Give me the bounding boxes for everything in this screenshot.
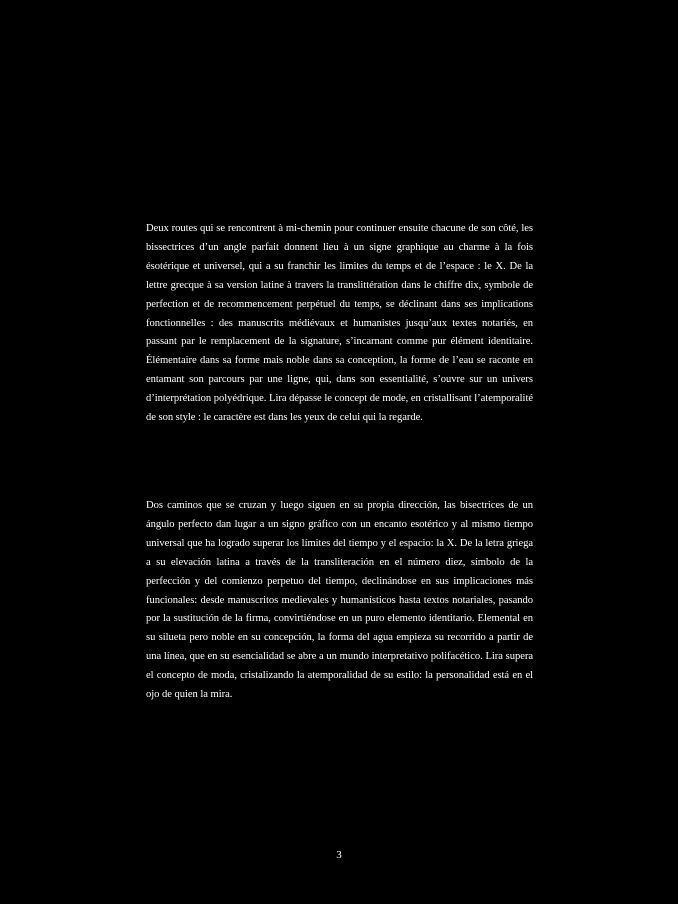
french-paragraph: Deux routes qui se rencontrent à mi-chemin pour continuer ensuite chacune de son côté, les bissectrices d’un angle parfait donnent lieu à un signe graphique au charme à la fois ésotérique et universel, qui a su franchir les limites du temps et de l’espace : le X. De la lettre grecque à sa version latine à travers la translittération dans le chiffre dix, symbole de perfection et de recommencement perpétuel du temps, se déclinant dans ses implications fonctionnelles : des manuscrits médiévaux et humanistes jusqu’aux textes notariés, en passant par le remplacement de la signature, s’incarnant comme pur élément identitaire. Élémentaire dans sa forme mais noble dans sa conception, la forme de l’eau se raconte en entamant son parcours par une ligne, qui, dans son essentialité, s’ouvre sur un univers d’interprétation polyédrique. Lira dépasse le concept de mode, en cristallisant l’atemporalité de son style : le caractère est dans les yeux de celui qui la regarde. (146, 223, 533, 424)
spanish-paragraph: Dos caminos que se cruzan y luego siguen en su propia dirección, las bisectrices de un ángulo perfecto dan lugar a un signo gráfico con un encanto esotérico y al mismo tiempo universal que ha logrado superar los límites del tiempo y el espacio: la X. De la letra griega a su elevación latina a través de la transliteración en el número diez, símbolo de la perfección y del comienzo perpetuo del tiempo, declinándose en sus implicaciones más funcionales: desde manuscritos medievales y humanísticos hasta textos notariales, pasando por la sustitución de la firma, convirtiéndose en un puro elemento identitario. Elemental en su silueta pero noble en su concepción, la forma del agua empieza su recorrido a partir de una línea, que en su esencialidad se abre a un mundo interpretativo polifacético. Lira supera el concepto de moda, cristalizando la atemporalidad de su estilo: la personalidad está en el ojo de quien la mira. (146, 500, 533, 701)
page-number: 3 (336, 849, 342, 861)
